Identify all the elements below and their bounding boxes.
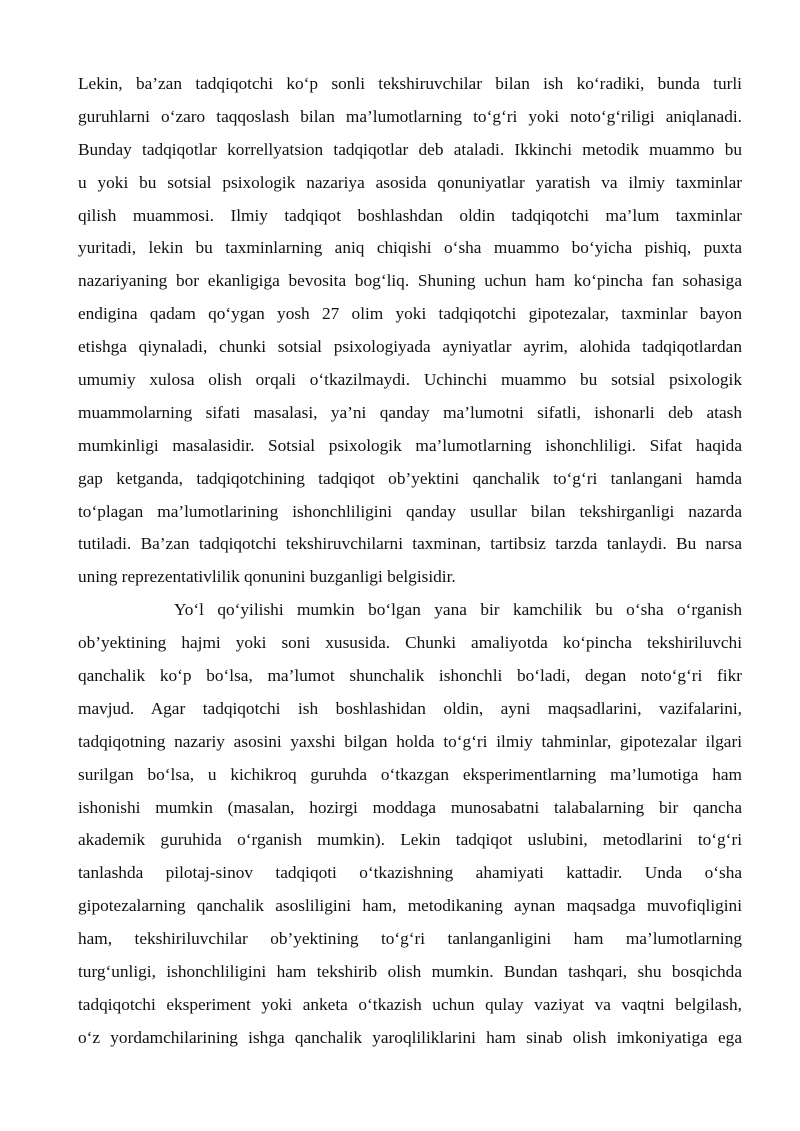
text-line: turg‘unligi, ishonchliligini ham tekshirib olish mumkin. Bundan tashqari, shu bosqichda xyxy=(78,962,742,982)
text-line: to‘plagan ma’lumotlarining ishonchliligini qanday usullar bilan tekshirganligi nazarda xyxy=(78,501,742,521)
text-line: Lekin, ba’zan tadqiqotchi ko‘p sonli tekshiruvchilar bilan ish ko‘radiki, bunda turli xyxy=(78,74,742,93)
text-line: ham, tekshiriluvchilar ob’yektining to‘g‘ri tanlanganligini ham ma’lumotlarning xyxy=(78,929,742,949)
text-line: nazariyaning bor ekanligiga bevosita bog‘liq. Shuning uchun ham ko‘pincha fan sohasiga xyxy=(78,271,742,291)
text-line: ishonishi mumkin (masalan, hozirgi moddaga munosabatni talabalarning bir qancha xyxy=(78,797,742,817)
text-line: Yo‘l qo‘yilishi mumkin bo‘lgan yana bir kamchilik bu o‘sha o‘rganish xyxy=(174,600,742,620)
text-line: Bunday tadqiqotlar korrellyatsion tadqiqotlar deb ataladi. Ikkinchi metodik muammo bu xyxy=(78,139,742,159)
text-line: o‘z yordamchilarining ishga qanchalik yaroqliliklarini ham sinab olish imkoniyatiga ega xyxy=(78,1027,742,1047)
text-line: u yoki bu sotsial psixologik nazariya asosida qonuniyatlar yaratish va ilmiy taxminlar xyxy=(78,172,742,192)
text-line: surilgan bo‘lsa, u kichikroq guruhda o‘tkazgan eksperimentlarning ma’lumotiga ham xyxy=(78,764,742,784)
paragraph-1 xyxy=(78,68,742,594)
text-line: qanchalik ko‘p bo‘lsa, ma’lumot shunchalik ishonchli bo‘ladi, degan noto‘g‘ri fikr xyxy=(78,666,742,686)
text-line: muammolarning sifati masalasi, ya’ni qanday ma’lumotni sifatli, ishonarli deb atash xyxy=(78,402,742,422)
text-line: endigina qadam qo‘ygan yosh 27 olim yoki tadqiqotchi gipotezalar, taxminlar bayon xyxy=(78,304,742,324)
text-line: uning reprezentativlilik qonunini buzganligi belgisidir. xyxy=(78,567,456,587)
text-line: qilish muammosi. Ilmiy tadqiqot boshlashdan oldin tadqiqotchi ma’lum taxminlar xyxy=(78,205,742,225)
document-page xyxy=(78,68,742,1055)
text-line: gap ketganda, tadqiqotchining tadqiqot ob’yektini qanchalik to‘g‘ri tanlangani hamda xyxy=(78,468,742,488)
text-line: gipotezalarning qanchalik asosliligini ham, metodikaning aynan maqsadga muvofiqligini xyxy=(78,896,742,916)
text-line: ob’yektining hajmi yoki soni xususida. Chunki amaliyotda ko‘pincha tekshiriluvchi xyxy=(78,633,742,653)
text-line: yuritadi, lekin bu taxminlarning aniq chiqishi o‘sha muammo bo‘yicha pishiq, puxta xyxy=(78,238,742,258)
paragraph-2 xyxy=(78,594,742,1054)
text-line: tutiladi. Ba’zan tadqiqotchi tekshiruvchilarni taxminan, tartibsiz tarzda tanlaydi. Bu narsa xyxy=(78,534,742,554)
text-line: guruhlarni o‘zaro taqqoslash bilan ma’lumotlarning to‘g‘ri yoki noto‘g‘riligi aniqlanadi. xyxy=(78,106,742,126)
text-line: akademik guruhida o‘rganish mumkin). Lekin tadqiqot uslubini, metodlarini to‘g‘ri xyxy=(78,830,742,850)
text-line: tanlashda pilotaj-sinov tadqiqoti o‘tkazishning ahamiyati kattadir. Unda o‘sha xyxy=(78,863,742,883)
text-line: tadqiqotning nazariy asosini yaxshi bilgan holda to‘g‘ri ilmiy tahminlar, gipotezalar ilgari xyxy=(78,731,742,751)
text-line: mavjud. Agar tadqiqotchi ish boshlashidan oldin, ayni maqsadlarini, vazifalarini, xyxy=(78,698,742,718)
text-line: mumkinligi masalasidir. Sotsial psixologik ma’lumotlarning ishonchliligi. Sifat haqida xyxy=(78,435,742,455)
text-line: etishga qiynaladi, chunki sotsial psixologiyada ayniyatlar ayrim, alohida tadqiqotlardan xyxy=(78,337,742,357)
text-line: tadqiqotchi eksperiment yoki anketa o‘tkazish uchun qulay vaziyat va vaqtni belgilash, xyxy=(78,994,742,1014)
text-line: umumiy xulosa olish orqali o‘tkazilmaydi. Uchinchi muammo bu sotsial psixologik xyxy=(78,370,742,390)
